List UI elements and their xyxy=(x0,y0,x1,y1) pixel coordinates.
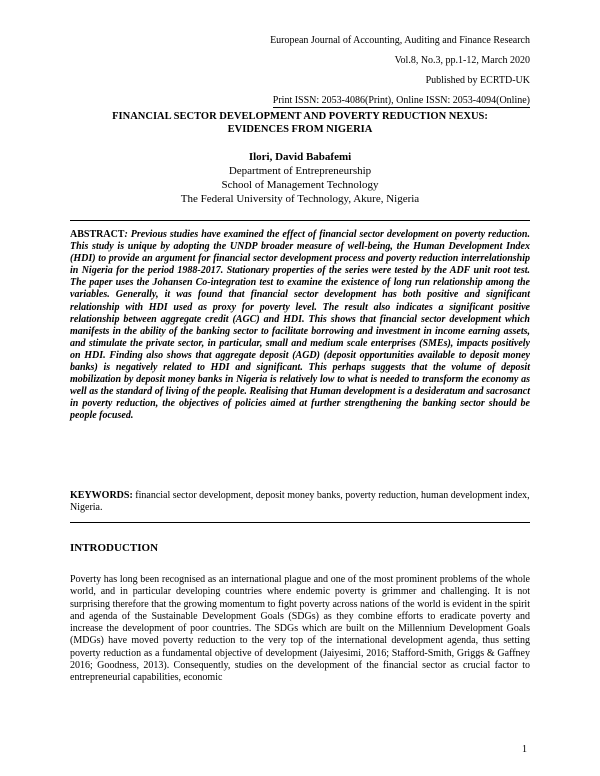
author-name: Ilori, David Babafemi xyxy=(248,151,352,163)
publisher: Published by ECRTD-UK xyxy=(425,75,530,86)
affiliation-department: Department of Entrepreneurship xyxy=(228,165,372,177)
title-line-2: EVIDENCES FROM NIGERIA xyxy=(227,124,373,135)
page-number: 1 xyxy=(522,744,527,755)
issn-line: Print ISSN: 2053-4086(Print), Online ISSN: 2053-4094(Online) xyxy=(272,95,530,106)
abstract xyxy=(70,229,530,423)
journal-volume: Vol.8, No.3, pp.1-12, March 2020 xyxy=(394,55,530,66)
abstract-label: ABSTRACT xyxy=(70,229,125,240)
section-heading-introduction: INTRODUCTION xyxy=(70,542,159,554)
abstract-text: : Previous studies have examined the effect of financial sector development on poverty reduction. This study is unique by adopting the UNDP broader measure of well-being, the Human Development Index (HDI) to provide an argument for financial sector development process and poverty reduction interrelationship in Nigeria for the period 1988-2017. Stationary properties of the series were tested by the ADF unit root test. The paper uses the Johansen Co-integration test to examine the existence of long run relationship among the variables. Generally, it was found that financial sector development has both positive and significant relationship with HDI used as proxy for poverty level. The result also indicates a significant positive relationship between aggregate credit (AGC) and HDI. This shows that financial sector development which manifests in the ability of the banking sector to facilitate borrowing and investment in income earning assets, and stimulate the private sector, in particular, small and medium scale enterprises (SMEs), impacts positively on HDI. Finding also shows that aggregate deposit (AGD) (deposit opportunities available to deposit money banks) is negatively related to HDI and significant. This perhaps suggests that the volume of deposit mobilization by deposit money banks in Nigeria is relatively low to what is needed to transform the economy as well as the standard of living of the people. Realising that Human development is a desideratum and sacrosanct in poverty reduction, the objectives of policies aimed at further strengthening the banking sector should be people focused. xyxy=(70,229,530,422)
divider-top xyxy=(70,220,530,221)
paper-title xyxy=(70,110,530,136)
author-block xyxy=(70,150,530,206)
affiliation-university: The Federal University of Technology, Akure, Nigeria xyxy=(180,193,420,205)
keywords xyxy=(70,490,530,514)
affiliation-school: School of Management Technology xyxy=(221,179,379,191)
journal-header xyxy=(270,34,530,114)
divider-bottom xyxy=(70,522,530,523)
keywords-label: KEYWORDS: xyxy=(70,490,133,501)
introduction-paragraph: Poverty has long been recognised as an international plague and one of the most prominent problems of the whole world, and in particular developing countries where endemic poverty is grimmer and challenging. It is not surprising therefore that the growing momentum to fight poverty across nations of the world is evident in the spirit and agenda of the Sustainable Development Goals (SDGs) as they combine efforts to eradicate poverty and increase the development of poor countries. The SDGs which are built on the Millennium Development Goals (MDGs) have moved poverty reduction to the very top of the international development agenda, thus setting poverty reduction as a fundamental objective of development (Jaiyesimi, 2016; Stafford-Smith, Griggs & Gaffney 2016; Goodness, 2013). Consequently, studies on the development of the financial sector as crucial factor to entrepreneurial capabilities, economic xyxy=(70,574,530,684)
keywords-text: financial sector development, deposit money banks, poverty reduction, human development index, Nigeria. xyxy=(70,490,530,513)
title-line-1: FINANCIAL SECTOR DEVELOPMENT AND POVERTY REDUCTION NEXUS: xyxy=(112,111,488,122)
journal-name: European Journal of Accounting, Auditing and Finance Research xyxy=(270,35,530,46)
